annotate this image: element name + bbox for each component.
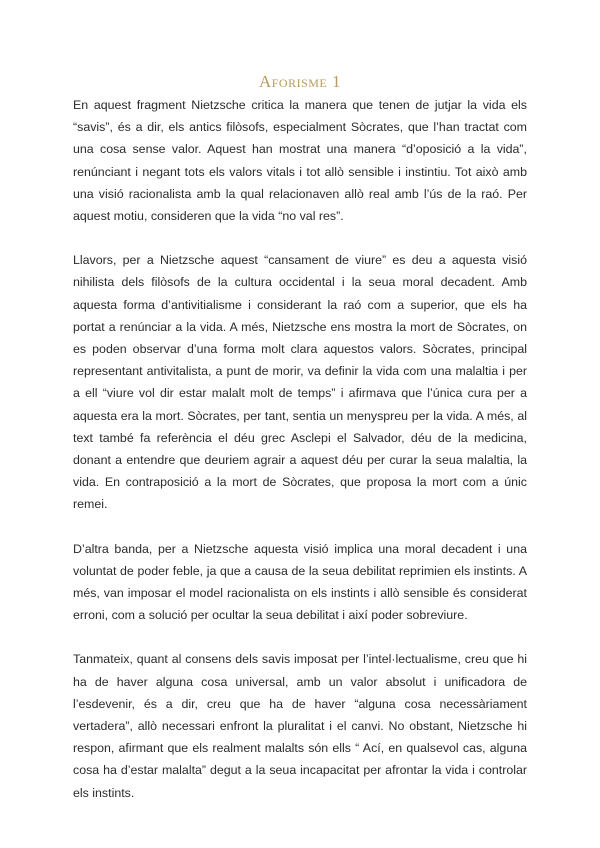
paragraph-1: En aquest fragment Nietzsche critica la manera que tenen de jutjar la vida els “savis”, és a dir, els antics filòsofs, especialment Sòcrates, que l’han tractat com una cosa sense valor. Aquest han mostrat una manera “d’oposició a la vida”, renúnciant i negant tots els valors vitals i tot allò sensible i instintiu. Tot això amb una visió racionalista amb la qual relacionaven allò real amb l’ús de la raó. Per aquest motiu, consideren que la vida “no val res”. [73,98,527,224]
paragraph-4: Tanmateix, quant al consens dels savis imposat per l’intel·lectualisme, creu que hi ha de haver alguna cosa universal, amb un valor absolut i unificadora de l’esdevenir, és a dir, creu que ha de haver “alguna cosa necessàriament vertadera”, allò necessari enfront la pluralitat i el canvi. No obstant, Nietzsche hi respon, afirmant que els realment malalts són ells “ Ací, en qualsevol cas, alguna cosa ha d’estar malalta” degut a la seua incapacitat per afrontar la vida i controlar els instints. [73,652,527,800]
paragraph-3: D’altra banda, per a Nietzsche aquesta visió implica una moral decadent i una voluntat de poder feble, ja que a causa de la seua debilitat reprimien els instints. A més, van imposar el model racionalista on els instints i allò sensible és considerat erroni, com a solució per ocultar la seua debilitat i així poder sobreviure. [73,541,527,623]
document-title: Aforisme 1 [258,72,342,91]
document-body [73,94,527,826]
paragraph-2: Llavors, per a Nietzsche aquest “cansament de viure” es deu a aquesta visió nihilista dels filòsofs de la cultura occidental i la seua moral decadent. Amb aquesta forma d’antivitialisme i considerant la raó com a superior, que els ha portat a renúnciar a la vida. A més, Nietzsche ens mostra la mort de Sòcrates, on es poden observar d’una forma molt clara aquestos valors. Sòcrates, principal representant antivitalista, a punt de morir, va definir la vida com una malaltia i per a ell “viure vol dir estar malalt molt de temps” i afirmava que l’única cura per a aquesta era la mort. Sòcrates, per tant, sentia un menyspreu per la vida. A més, al text també fa referència el déu grec Asclepi el Salvador, déu de la medicina, donant a entendre que deuriem agrair a aquest déu per curar la seua malaltia, la vida. En contraposició a la mort de Sòcrates, que proposa la mort com a únic remei. [73,253,527,512]
